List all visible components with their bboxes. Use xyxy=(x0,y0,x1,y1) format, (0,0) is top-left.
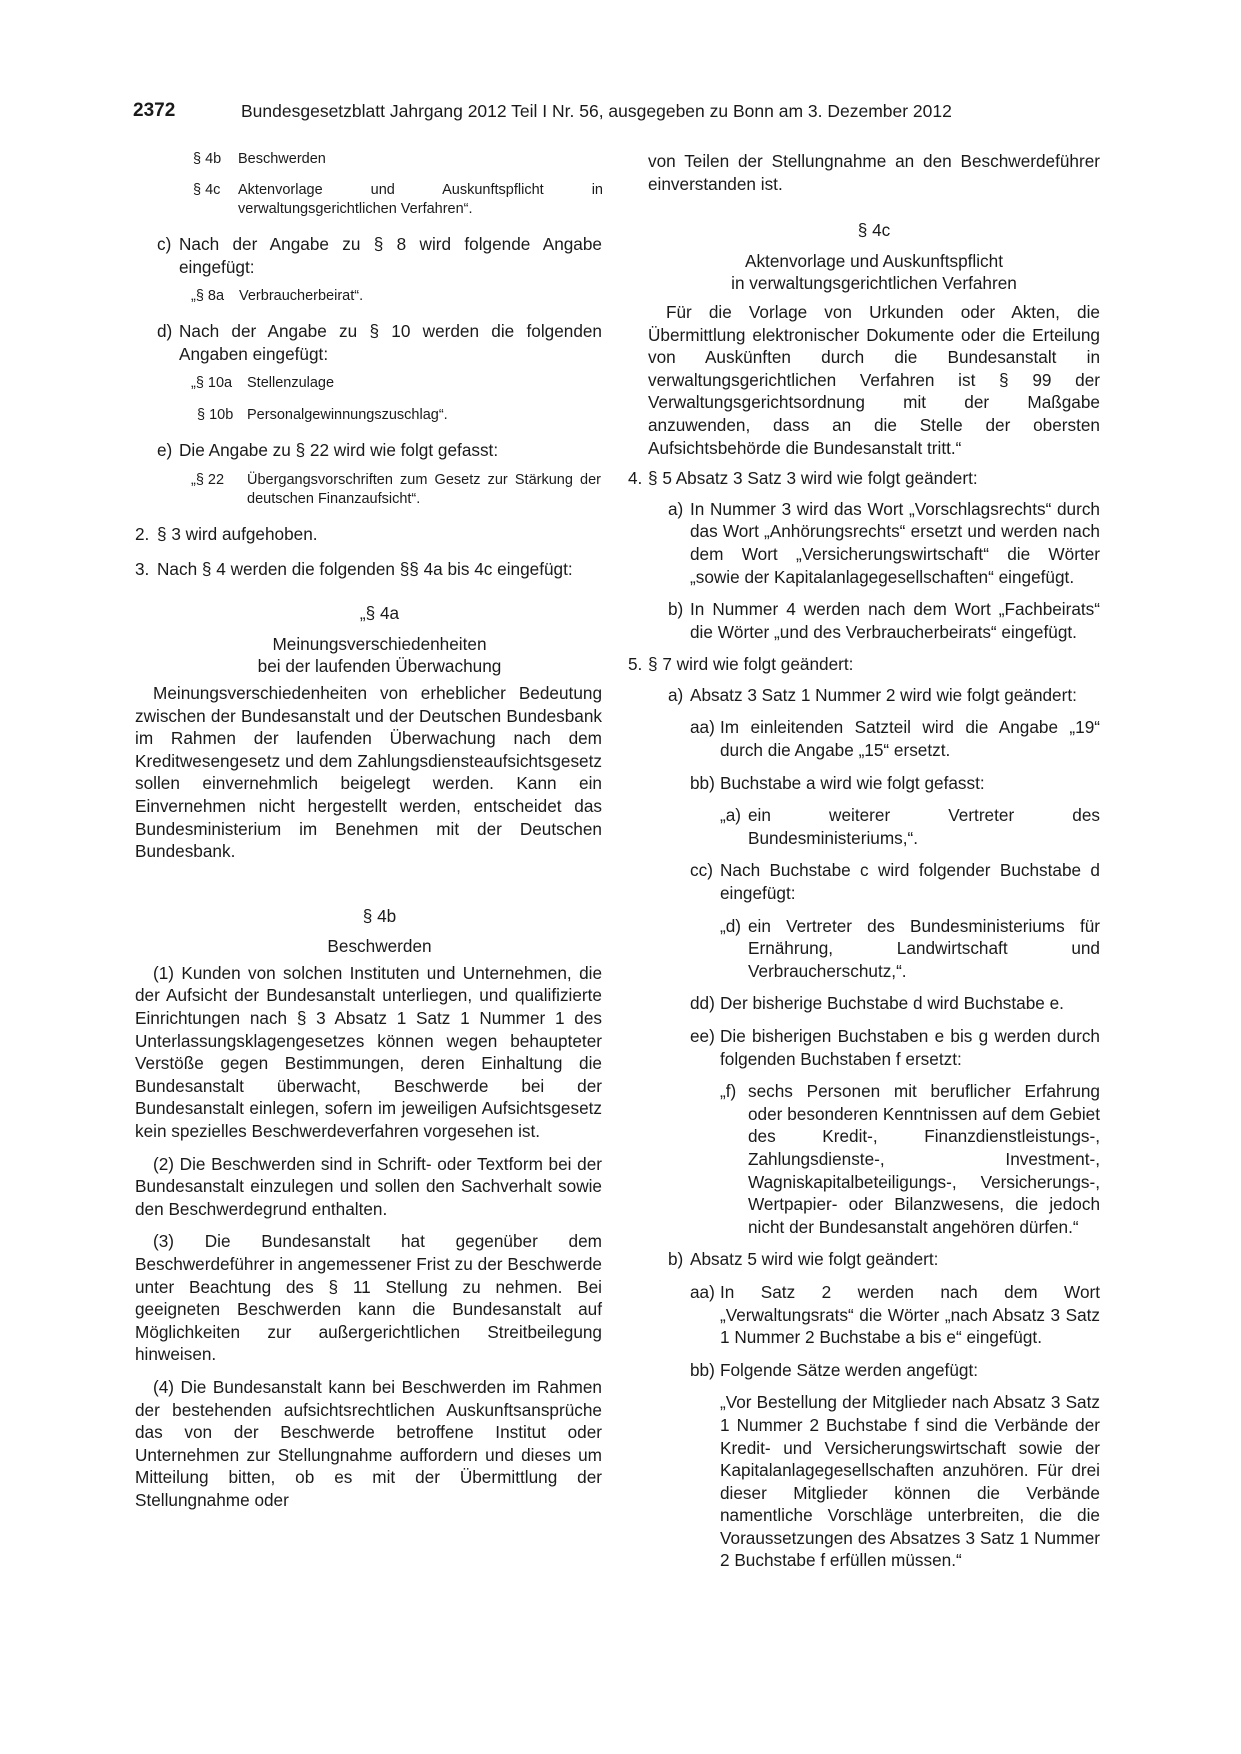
item-text: ein Vertreter des Bundesministeriums für Ernährung, Landwirtschaft und Verbraucherschutz,“. xyxy=(748,915,1100,981)
toc-entry-4b xyxy=(193,150,602,169)
item-label: „a) xyxy=(720,805,742,826)
item-text: Nach der Angabe zu § 10 werden die folgenden Angaben eingefügt: xyxy=(179,321,602,364)
toc-entry-4c xyxy=(193,181,603,219)
item-5a-aa xyxy=(690,716,1100,761)
item-text: Nach der Angabe zu § 8 wird folgende Angabe eingefügt: xyxy=(179,234,602,277)
item-c xyxy=(157,233,602,278)
item-text: Folgende Sätze werden angefügt: xyxy=(720,1359,978,1380)
toc-entry-number: „§ 10a xyxy=(191,375,233,392)
section-4c-text: Für die Vorlage von Urkunden oder Akten, die Übermittlung elektronischer Dokumente oder die Erteilung von Auskünften durch die Bundesanstalt in verwaltungsgerichtlichen Verfahren ist § 99 der Verwaltungsgerichtsordnung mit der Maßgabe anzuwenden, dass an die Stelle der obersten Aufsichtsbehörde die Bundesanstalt tritt.“ xyxy=(648,301,1100,458)
item-text: § 3 wird aufgehoben. xyxy=(157,523,318,544)
toc-entry-number: „§ 8a xyxy=(191,288,225,305)
item-text: In Nummer 3 wird das Wort „Vorschlagsrechts“ durch das Wort „Anhörungsrechts“ ersetzt und werden nach dem Wort „Versicherungswirtschaft“ die Wörter „sowie der Kapitalanlagegesellschaften“ eingefügt. xyxy=(690,498,1100,587)
item-text: Der bisherige Buchstabe d wird Buchstabe e. xyxy=(720,993,1064,1014)
section-4c-title-line1: Aktenvorlage und Auskunftspflicht xyxy=(745,250,1003,271)
toc-entry-22 xyxy=(191,471,601,509)
item-label: ee) xyxy=(690,1026,715,1046)
item-text: Absatz 3 Satz 1 Nummer 2 wird wie folgt geändert: xyxy=(690,684,1077,705)
item-5 xyxy=(628,653,1100,676)
section-4b-title: Beschwerden xyxy=(327,936,432,957)
item-label: d) xyxy=(157,321,173,342)
item-text: Nach Buchstabe c wird folgender Buchstabe d eingefügt: xyxy=(720,860,1100,904)
toc-entry-text: Beschwerden xyxy=(238,151,326,167)
item-label: a) xyxy=(668,684,684,705)
item-2 xyxy=(135,523,602,546)
toc-entry-number: § 10b xyxy=(197,407,234,424)
section-4c-number: § 4c xyxy=(857,220,891,241)
section-4b-paragraph-1: (1) Kunden von solchen Instituten und Unternehmen, die der Aufsicht der Bundesanstalt unterliegen, und qualifizierte Einrichtungen nach § 3 Absatz 1 Satz 1 Nummer 1 des Unterlassungsklagengesetzes können wegen behaupteter Verstöße gegen Bestimmungen, deren Einhaltung die Bundesanstalt überwacht, Beschwerde bei der Bundesanstalt einlegen, sofern im jeweiligen Aufsichtsgesetz kein spezielles Beschwerdeverfahren vorgesehen ist. xyxy=(135,962,602,1142)
item-text: In Satz 2 werden nach dem Wort „Verwaltungsrats“ die Wörter „nach Absatz 3 Satz 1 Nummer 2 Buchstabe a bis e“ eingefügt. xyxy=(720,1281,1100,1348)
item-text: § 5 Absatz 3 Satz 3 wird wie folgt geändert: xyxy=(648,468,978,489)
toc-entry-text: Verbraucherbeirat“. xyxy=(239,288,364,305)
item-label: b) xyxy=(668,599,684,620)
item-text: Nach § 4 werden die folgenden §§ 4a bis 4c eingefügt: xyxy=(157,558,573,579)
item-e xyxy=(157,439,602,462)
item-label: 3. xyxy=(135,558,150,579)
toc-entry-number: § 4b xyxy=(193,151,222,167)
right-column xyxy=(628,150,1100,1572)
toc-entry-10a xyxy=(191,374,602,393)
quote-d xyxy=(720,915,1100,983)
running-head: Bundesgesetzblatt Jahrgang 2012 Teil I Nr. 56, ausgegeben zu Bonn am 3. Dezember 2012 xyxy=(241,101,952,121)
item-text: ein weiterer Vertreter des Bundesministeriums,“. xyxy=(748,805,1100,848)
item-text: sechs Personen mit beruflicher Erfahrung oder besonderen Kenntnissen auf dem Gebiet des Kredit-, Finanzdienstleistungs-, Zahlungsdienste-, Investment-, Wagniskapitalbeteiligungs-, Versicherungs-, Wertpapier- oder Bilanzwesens, die jedoch nicht der Bundesanstalt angehören dürfen.“ xyxy=(748,1081,1100,1237)
item-5a-ee xyxy=(690,1025,1100,1070)
item-5b-aa xyxy=(690,1281,1100,1349)
item-label: e) xyxy=(157,440,173,461)
toc-entry-8a xyxy=(191,287,602,306)
section-4b-paragraph-4: (4) Die Bundesanstalt kann bei Beschwerden im Rahmen der bestehenden aufsichtsrechtlichen Auskunftsansprüche das von der Beschwerde betroffene Institut oder Unternehmen zur Stellungnahme auffordern und dieses um Mitteilung bitten, ob es mit der Übermittlung der Stellungnahme oder xyxy=(135,1376,602,1510)
item-label: c) xyxy=(157,234,172,254)
quote-a xyxy=(720,804,1100,849)
quote-added-sentences: „Vor Bestellung der Mitglieder nach Absatz 3 Satz 1 Nummer 2 Buchstabe f sind die Verbände der Kredit- und Versicherungswirtschaft sowie der Kapitalanlagegesellschaften anzuhören. Für drei dieser Mitglieder können die Verbände namentliche Vorschläge unterbreiten, die die Voraussetzungen des Absatzes 3 Satz 1 Nummer 2 Buchstabe f erfüllen müssen.“ xyxy=(720,1392,1100,1571)
toc-entry-text: Aktenvorlage und Auskunftspflicht in verwaltungsgerichtlichen Verfahren“. xyxy=(238,182,603,217)
item-5a-bb xyxy=(690,772,1100,795)
left-column xyxy=(135,150,603,1512)
toc-entry-text: Übergangsvorschriften zum Gesetz zur Stärkung der deutschen Finanzaufsicht“. xyxy=(247,471,601,507)
item-text: Buchstabe a wird wie folgt gefasst: xyxy=(720,772,985,793)
item-label: „f) xyxy=(720,1081,737,1102)
item-4 xyxy=(628,467,1100,490)
item-5a xyxy=(668,684,1100,707)
item-label: 4. xyxy=(628,468,643,489)
item-label: cc) xyxy=(690,860,713,881)
item-text: Absatz 5 wird wie folgt geändert: xyxy=(690,1249,939,1270)
section-4b-number: § 4b xyxy=(362,905,397,926)
item-label: „d) xyxy=(720,915,742,936)
section-4a-title-line2: bei der laufenden Überwachung xyxy=(257,656,502,677)
section-4c-title-line2: in verwaltungsgerichtlichen Verfahren xyxy=(731,273,1017,294)
item-label: 2. xyxy=(135,523,150,544)
item-label: bb) xyxy=(690,1359,715,1380)
item-text: § 7 wird wie folgt geändert: xyxy=(648,654,854,675)
section-4b-paragraph-2: (2) Die Beschwerden sind in Schrift- oder Textform bei der Bundesanstalt einzulegen und sollen den Sachverhalt sowie den Beschwerdegrund enthalten. xyxy=(135,1153,602,1219)
section-4a-number: „§ 4a xyxy=(359,603,400,624)
page-number: 2372 xyxy=(133,100,176,121)
item-label: b) xyxy=(668,1249,684,1270)
section-4b-paragraph-3: (3) Die Bundesanstalt hat gegenüber dem Beschwerdeführer in angemessener Frist zu der Beschwerde unter Beachtung des § 11 Stellung zu nehmen. Bei geeigneten Beschwerden kann die Bundesanstalt auf Möglichkeiten zur außergerichtlichen Streitbeilegung hinweisen. xyxy=(135,1231,602,1365)
item-5b-bb xyxy=(690,1359,1100,1382)
item-5a-dd xyxy=(690,992,1100,1015)
item-4a xyxy=(668,498,1100,588)
item-label: aa) xyxy=(690,717,715,738)
item-label: dd) xyxy=(690,993,715,1014)
item-d xyxy=(157,320,602,365)
toc-entry-10b xyxy=(191,406,602,425)
item-5b xyxy=(668,1248,1100,1271)
item-label: 5. xyxy=(628,654,643,675)
item-4b xyxy=(668,598,1100,643)
item-text: In Nummer 4 werden nach dem Wort „Fachbeirats“ die Wörter „und des Verbraucherbeirats“ eingefügt. xyxy=(690,599,1100,642)
toc-entry-text: Personalgewinnungszuschlag“. xyxy=(247,407,448,424)
item-label: bb) xyxy=(690,772,715,793)
toc-entry-text: Stellenzulage xyxy=(247,375,335,392)
item-label: aa) xyxy=(690,1281,715,1302)
continuation-text: von Teilen der Stellungnahme an den Beschwerdeführer einverstanden ist. xyxy=(648,151,1100,194)
item-label: a) xyxy=(668,498,684,519)
toc-entry-number: § 4c xyxy=(193,182,221,198)
item-text: Die bisherigen Buchstaben e bis g werden durch folgenden Buchstaben f ersetzt: xyxy=(720,1026,1100,1069)
item-text: Im einleitenden Satzteil wird die Angabe „19“ durch die Angabe „15“ ersetzt. xyxy=(720,717,1100,761)
section-4a-title-line1: Meinungsverschiedenheiten xyxy=(272,633,487,654)
item-5a-cc xyxy=(690,859,1100,904)
item-text: Die Angabe zu § 22 wird wie folgt gefasst: xyxy=(179,440,499,461)
quote-f xyxy=(720,1080,1100,1238)
section-4a-text: Meinungsverschiedenheiten von erheblicher Bedeutung zwischen der Bundesanstalt und der Deutschen Bundesbank im Rahmen der laufenden Überwachung nach dem Kreditwesengesetz und dem Zahlungsdiensteaufsichtsgesetz sollen einvernehmlich beigelegt werden. Kann ein Einvernehmen nicht hergestellt werden, entscheidet das Bundesministerium im Benehmen mit der Deutschen Bundesbank. xyxy=(135,682,602,862)
toc-entry-number: „§ 22 xyxy=(191,471,225,488)
item-3 xyxy=(135,558,602,581)
